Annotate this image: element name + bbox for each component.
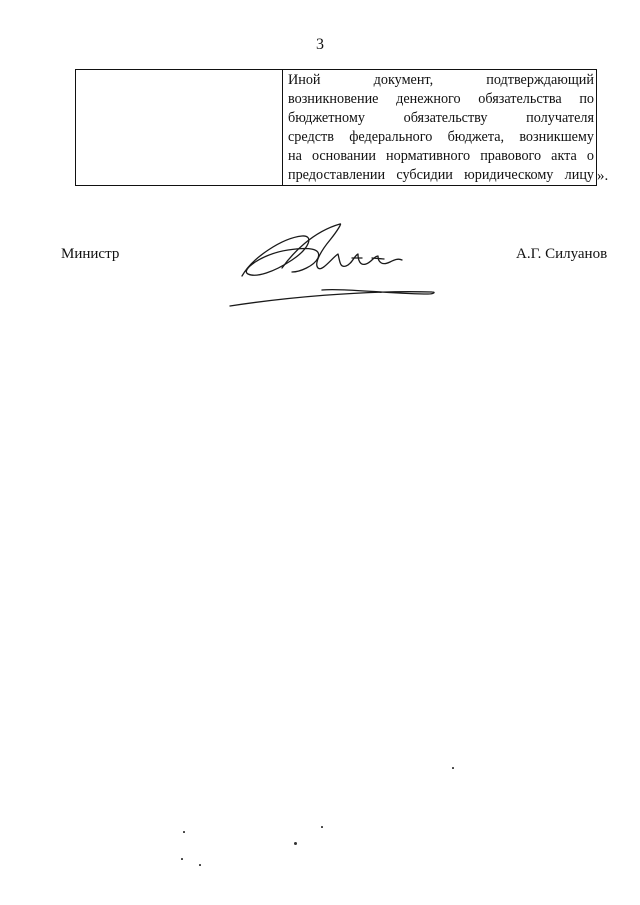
cell-word: о — [586, 148, 594, 164]
cell-word: возникшему — [519, 129, 594, 145]
handwritten-signature — [222, 218, 442, 318]
cell-word: документ, — [373, 72, 434, 88]
cell-word: федерального — [349, 129, 433, 145]
table-cell-text — [283, 70, 597, 186]
scan-speck — [199, 864, 201, 866]
cell-word: правового — [480, 148, 542, 164]
cell-word: бюджетному — [288, 110, 365, 126]
cell-word: основании — [311, 148, 376, 164]
cell-text-block — [288, 71, 594, 185]
table-cell-empty — [76, 70, 283, 186]
cell-word: нормативного — [386, 148, 471, 164]
cell-word: получателя — [526, 110, 594, 126]
cell-word: обязательству — [403, 110, 488, 126]
cell-word: денежного — [396, 91, 461, 107]
cell-word: субсидии — [396, 167, 453, 183]
cell-text-line — [288, 166, 594, 185]
scan-speck — [321, 826, 323, 828]
cell-word: на — [288, 148, 302, 164]
cell-text-line — [288, 71, 594, 90]
page-number: 3 — [316, 36, 324, 53]
signatory-title: Министр — [61, 246, 120, 262]
cell-text-line — [288, 147, 594, 166]
cell-text-line — [288, 109, 594, 128]
cell-word: лицу — [564, 167, 594, 183]
cell-word: предоставлении — [288, 167, 386, 183]
cell-word: акта — [551, 148, 577, 164]
cell-text-line — [288, 90, 594, 109]
closing-quote-mark: ». — [597, 168, 609, 184]
scan-speck — [452, 767, 454, 769]
signatory-name: А.Г. Силуанов — [516, 246, 608, 262]
cell-word: возникновение — [288, 91, 379, 107]
cell-text-line — [288, 128, 594, 147]
cell-word: обязательства — [478, 91, 562, 107]
table-row — [76, 70, 597, 186]
scan-speck — [294, 842, 297, 845]
cell-word: Иной — [288, 72, 321, 88]
scan-speck — [181, 858, 183, 860]
cell-word: подтверждающий — [486, 72, 594, 88]
cell-word: бюджета, — [447, 129, 505, 145]
scan-speck — [183, 831, 185, 833]
cell-word: средств — [288, 129, 334, 145]
document-table — [75, 69, 597, 186]
cell-word: по — [579, 91, 594, 107]
cell-word: юридическому — [464, 167, 554, 183]
